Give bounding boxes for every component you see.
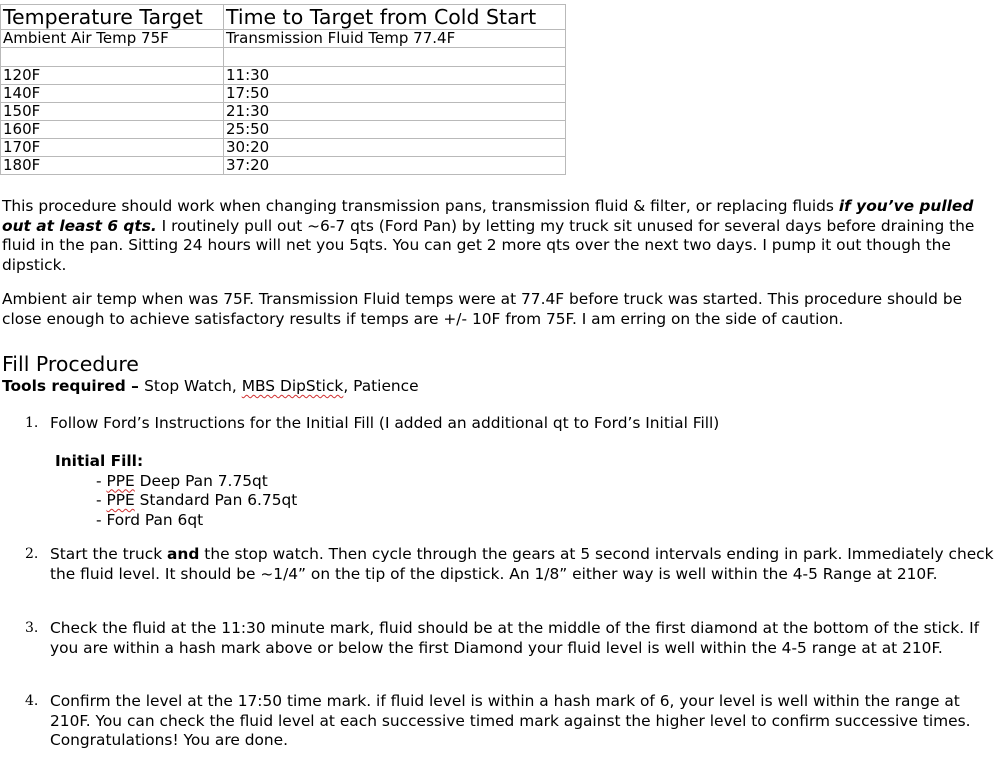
step-text-bold: and xyxy=(167,545,200,563)
table-row xyxy=(1,121,566,139)
step-text: Follow Ford’s Instructions for the Initial Fill (I added an additional qt to Ford’s Initial Fill) xyxy=(50,414,720,432)
temp-cell: 170F xyxy=(1,139,224,157)
header-temperature-target: Temperature Target xyxy=(1,5,224,30)
table-row xyxy=(1,67,566,85)
temp-cell: 120F xyxy=(1,67,224,85)
step-number: 2. xyxy=(25,546,39,562)
temperature-time-table xyxy=(0,4,566,175)
time-cell: 21:30 xyxy=(224,103,566,121)
table-row xyxy=(1,139,566,157)
initial-fill-block xyxy=(55,452,297,530)
temp-cell: 150F xyxy=(1,103,224,121)
step-text: Confirm the level at the 17:50 time mark. if fluid level is within a hash mark of 6, your level is well within the range at 210F. You can check the fluid level at each successive timed mark against the higher level to confirm successive times. Congratulations! You are done. xyxy=(50,692,971,749)
intro-text-part1: This procedure should work when changing transmission pans, transmission fluid & filter, or replacing fluids xyxy=(2,197,839,215)
item-brand: PPE xyxy=(106,491,135,509)
initial-fill-label: Initial Fill: xyxy=(55,452,144,470)
table-row xyxy=(1,85,566,103)
tools-a: Stop Watch, xyxy=(144,377,242,395)
time-cell: 11:30 xyxy=(224,67,566,85)
item-prefix: - xyxy=(96,491,107,509)
subheader-ambient-air-temp: Ambient Air Temp 75F xyxy=(1,30,224,48)
step-number: 3. xyxy=(25,620,39,636)
time-cell: 25:50 xyxy=(224,121,566,139)
time-cell: 37:20 xyxy=(224,157,566,175)
header-time-to-target: Time to Target from Cold Start xyxy=(224,5,566,30)
step-number: 4. xyxy=(25,693,39,709)
intro-text-part2: I routinely pull out ~6-7 qts (Ford Pan) by letting my truck sit unused for several days before draining the fluid in the pan. Sitting 24 hours will net you 5qts. You can get 2 more qts over the next two days. I pump it out though the dipstick. xyxy=(2,216,975,274)
table-header-row xyxy=(1,5,566,30)
subheader-transmission-fluid-temp: Transmission Fluid Temp 77.4F xyxy=(224,30,566,48)
temp-cell: 180F xyxy=(1,157,224,175)
tools-c: , Patience xyxy=(343,377,419,395)
item-rest: Ford Pan 6qt xyxy=(106,510,204,529)
initial-fill-item xyxy=(55,511,297,531)
step-text-pre: Start the truck xyxy=(50,545,168,563)
item-rest: Deep Pan 7.75qt xyxy=(134,471,268,490)
intro-paragraph xyxy=(2,197,1000,275)
step-text-post: the stop watch. Then cycle through the gears at 5 second intervals ending in park. Immediately check the fluid level. It should be ~1/4” on the tip of the dipstick. An 1/8” either way is well within the 4-5 Range at 210F. xyxy=(50,545,994,583)
item-rest: Standard Pan 6.75qt xyxy=(134,491,298,509)
item-prefix: - xyxy=(96,471,107,490)
time-cell: 17:50 xyxy=(224,85,566,103)
table-subheader-row xyxy=(1,30,566,48)
temp-cell: 140F xyxy=(1,85,224,103)
step-number: 1. xyxy=(25,415,39,431)
table-row xyxy=(1,157,566,175)
blank-cell xyxy=(224,48,566,67)
ambient-paragraph: Ambient air temp when was 75F. Transmission Fluid temps were at 77.4F before truck was started. This procedure should be close enough to achieve satisfactory results if temps are +/- 10F from 75F. I am erring on the side of caution. xyxy=(2,290,963,328)
fill-procedure-title: Fill Procedure xyxy=(2,352,139,376)
tools-dipstick: MBS DipStick xyxy=(241,377,344,395)
table-row xyxy=(1,103,566,121)
tools-required-label: Tools required – xyxy=(2,377,145,395)
initial-fill-item xyxy=(55,491,297,511)
item-brand: PPE xyxy=(106,471,135,490)
step-text: Check the fluid at the 11:30 minute mark, fluid should be at the middle of the first diamond at the bottom of the stick. If you are within a hash mark above or below the first Diamond your fluid level is well within the 4-5 range at at 210F. xyxy=(50,619,980,657)
blank-cell xyxy=(1,48,224,67)
intro-emphasis: if you’ve pulled out at least 6 qts. xyxy=(2,197,974,235)
initial-fill-item xyxy=(55,472,297,492)
temp-cell: 160F xyxy=(1,121,224,139)
table-blank-row xyxy=(1,48,566,67)
item-prefix: - xyxy=(96,510,107,529)
tools-required-line xyxy=(2,377,419,396)
time-cell: 30:20 xyxy=(224,139,566,157)
step-text xyxy=(50,545,1000,584)
